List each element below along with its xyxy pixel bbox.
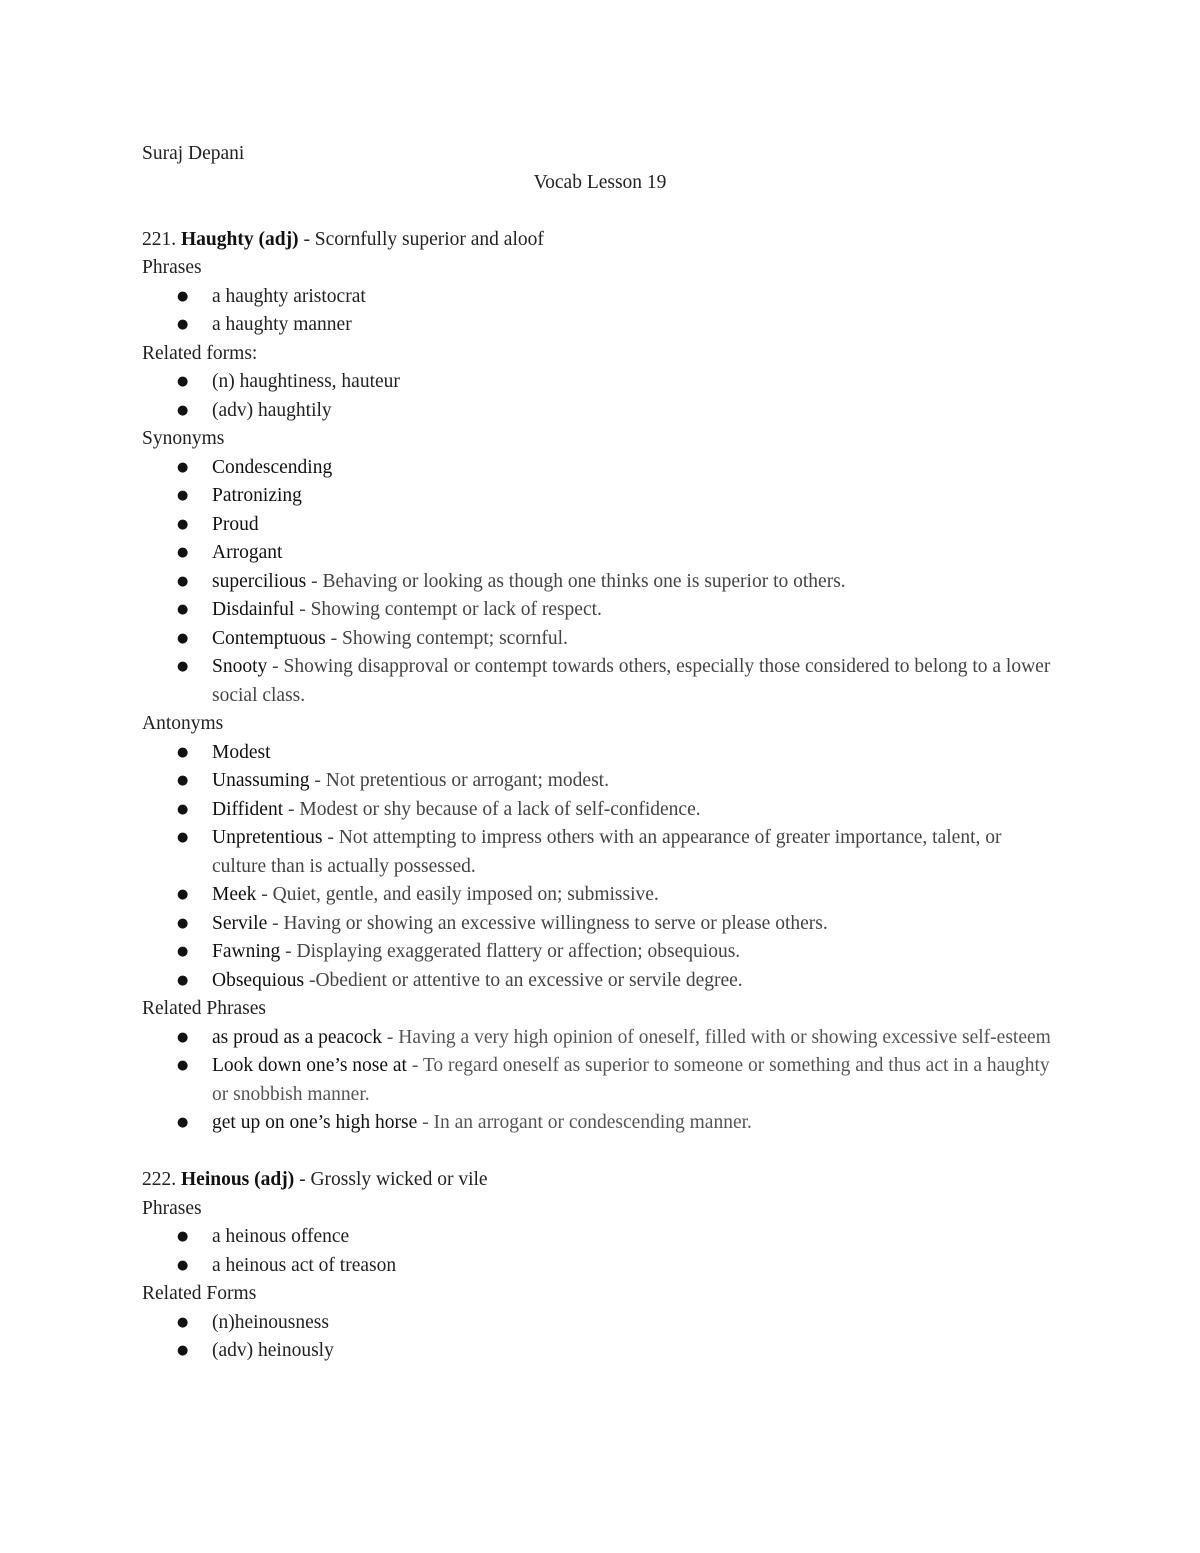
antonyms-label: Antonyms <box>142 713 224 734</box>
related-phrase-term: Look down one’s nose at <box>212 1055 407 1076</box>
synonyms-label: Synonyms <box>142 428 225 449</box>
synonym-term: supercilious <box>212 570 307 592</box>
document-page <box>142 140 1062 1366</box>
related-phrases-list <box>142 1024 1062 1138</box>
bullet-icon: ● <box>177 516 189 532</box>
entry-word: Heinous (adj) <box>181 1169 295 1190</box>
phrases-list <box>142 1223 1062 1280</box>
bullet-icon: ● <box>177 1257 189 1273</box>
spacer <box>142 1138 1062 1167</box>
spacer <box>142 197 1062 226</box>
bullet-icon: ● <box>177 288 189 304</box>
synonym-term: Contemptuous <box>212 627 326 649</box>
antonyms-list <box>142 739 1062 996</box>
list-item <box>142 1337 1060 1366</box>
list-item <box>142 368 1060 397</box>
antonym-def: - Not attempting to impress others with an appearance of greater importance, talent, or culture than is actually possessed. <box>212 827 1002 877</box>
bullet-icon: ● <box>177 488 189 503</box>
synonym-def: - Showing contempt or lack of respect. <box>294 599 602 620</box>
list-item <box>142 1252 1060 1281</box>
related-form-text: (adv) heinously <box>212 1340 334 1361</box>
bullet-icon: ● <box>177 630 189 646</box>
bullet-icon: ● <box>177 801 189 817</box>
list-item <box>142 568 1060 597</box>
list-item <box>142 739 1060 768</box>
bullet-icon: ● <box>177 1029 189 1045</box>
bullet-icon: ● <box>177 1343 189 1358</box>
bullet-icon: ● <box>177 573 189 589</box>
related-phrase-def: - To regard oneself as superior to someone or something and thus act in a haughty or snobbish manner. <box>212 1055 1050 1105</box>
synonym-term: Patronizing <box>212 485 302 506</box>
phrase-text: a haughty manner <box>212 314 352 335</box>
list-item <box>142 454 1060 483</box>
bullet-icon: ● <box>177 459 189 475</box>
list-item <box>142 511 1060 540</box>
related-forms-label: Related forms: <box>142 342 258 364</box>
bullet-icon: ● <box>177 374 189 389</box>
bullet-icon: ● <box>177 1115 189 1130</box>
bullet-icon: ● <box>177 659 189 674</box>
related-phrase-def: - Having a very high opinion of oneself, filled with or showing excessive self-esteem <box>382 1026 1051 1048</box>
list-item <box>142 625 1060 654</box>
vocab-entry-heinous <box>142 1166 1062 1366</box>
synonym-def: - Behaving or looking as though one thinks one is superior to others. <box>306 570 846 592</box>
list-item <box>142 283 1060 312</box>
list-item <box>142 1309 1060 1338</box>
bullet-icon: ● <box>177 402 189 418</box>
entry-word: Haughty (adj) <box>181 228 299 250</box>
entry-heading <box>142 226 1062 255</box>
related-phrase-def: - In an arrogant or condescending manner. <box>417 1112 752 1133</box>
list-item <box>142 938 1060 967</box>
phrases-label: Phrases <box>142 257 202 278</box>
list-item <box>142 653 1060 710</box>
phrases-list <box>142 283 1062 340</box>
list-item <box>142 796 1060 825</box>
related-phrase-term: as proud as a peacock <box>212 1026 383 1048</box>
document-title: Vocab Lesson 19 <box>533 171 667 193</box>
antonym-term: Meek <box>212 884 257 905</box>
synonym-term: Arrogant <box>212 542 283 563</box>
phrase-text: a haughty aristocrat <box>212 285 366 307</box>
synonym-term: Snooty <box>212 656 268 677</box>
author-name: Suraj Depani <box>142 143 245 164</box>
list-item <box>142 881 1060 910</box>
related-phrase-term: get up on one’s high horse <box>212 1112 418 1133</box>
related-phrases-label: Related Phrases <box>142 998 267 1019</box>
bullet-icon: ● <box>177 1229 189 1244</box>
antonym-term: Servile <box>212 912 268 934</box>
entry-definition: - Scornfully superior and aloof <box>303 228 544 250</box>
entry-heading <box>142 1166 1062 1195</box>
list-item <box>142 1024 1060 1053</box>
phrase-text: a heinous offence <box>212 1226 350 1247</box>
entry-number: 222. <box>142 1169 177 1190</box>
antonym-term: Diffident <box>212 798 284 820</box>
bullet-icon: ● <box>177 887 189 902</box>
synonyms-list <box>142 454 1062 711</box>
antonym-def: - Quiet, gentle, and easily imposed on; submissive. <box>256 884 659 905</box>
bullet-icon: ● <box>177 744 189 760</box>
bullet-icon: ● <box>177 972 189 988</box>
list-item <box>142 1223 1060 1252</box>
bullet-icon: ● <box>177 317 189 332</box>
related-forms-list <box>142 368 1062 425</box>
list-item <box>142 967 1060 996</box>
entry-definition: - Grossly wicked or vile <box>299 1169 488 1190</box>
bullet-icon: ● <box>177 602 189 617</box>
bullet-icon: ● <box>177 1314 189 1330</box>
synonym-def: - Showing contempt; scornful. <box>325 627 568 649</box>
antonym-term: Modest <box>212 741 271 763</box>
synonym-term: Proud <box>212 513 259 535</box>
bullet-icon: ● <box>177 773 189 788</box>
bullet-icon: ● <box>177 545 189 560</box>
list-item <box>142 397 1060 426</box>
antonym-def: - Modest or shy because of a lack of self-confidence. <box>283 798 701 820</box>
bullet-icon: ● <box>177 1058 189 1073</box>
list-item <box>142 767 1060 796</box>
list-item <box>142 824 1060 881</box>
antonym-def: -Obedient or attentive to an excessive or servile degree. <box>304 969 743 991</box>
related-form-text: (adv) haughtily <box>212 399 332 421</box>
bullet-icon: ● <box>177 944 189 959</box>
list-item <box>142 482 1060 511</box>
entry-number: 221. <box>142 228 177 250</box>
list-item <box>142 1109 1060 1138</box>
related-forms-list <box>142 1309 1062 1366</box>
synonym-term: Condescending <box>212 456 333 478</box>
bullet-icon: ● <box>177 830 189 845</box>
list-item <box>142 311 1060 340</box>
phrases-label: Phrases <box>142 1197 202 1219</box>
list-item <box>142 539 1060 568</box>
list-item <box>142 596 1060 625</box>
related-form-text: (n)heinousness <box>212 1311 329 1333</box>
bullet-icon: ● <box>177 915 189 931</box>
synonym-term: Disdainful <box>212 599 295 620</box>
phrase-text: a heinous act of treason <box>212 1254 397 1276</box>
list-item <box>142 910 1060 939</box>
list-item <box>142 1052 1060 1109</box>
antonym-def: - Having or showing an excessive willingness to serve or please others. <box>267 912 828 934</box>
antonym-term: Fawning <box>212 941 281 962</box>
antonym-term: Obsequious <box>212 969 305 991</box>
antonym-def: - Not pretentious or arrogant; modest. <box>309 770 609 791</box>
related-form-text: (n) haughtiness, hauteur <box>212 371 400 392</box>
antonym-term: Unpretentious <box>212 827 323 848</box>
vocab-entry-haughty <box>142 226 1062 1138</box>
antonym-term: Unassuming <box>212 770 310 791</box>
related-forms-label: Related Forms <box>142 1283 257 1304</box>
antonym-def: - Displaying exaggerated flattery or affection; obsequious. <box>280 941 741 962</box>
synonym-def: - Showing disapproval or contempt towards others, especially those considered to belong to a lower social class. <box>212 656 1051 706</box>
